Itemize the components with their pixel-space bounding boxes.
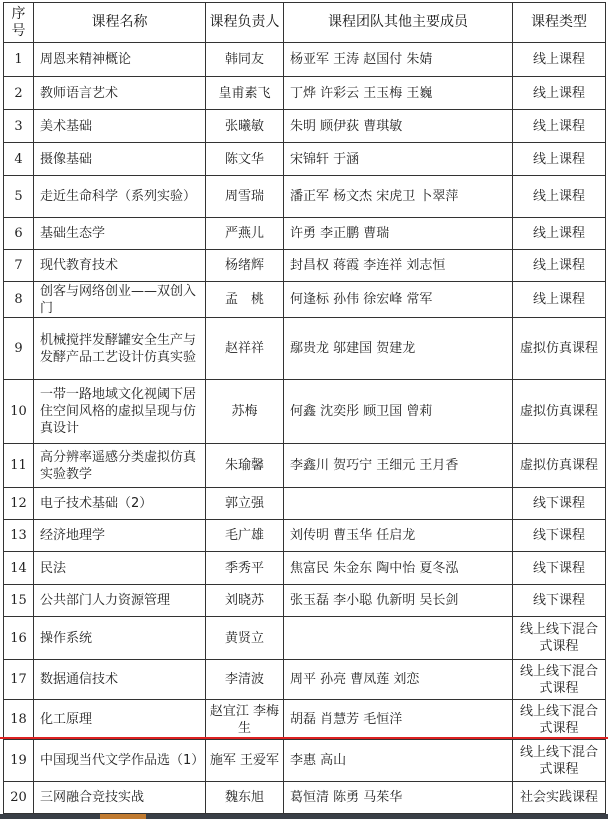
table-row <box>4 552 606 585</box>
table-row <box>4 77 606 110</box>
cell-type: 线上线下混合式课程 <box>513 740 606 782</box>
cell-name: 公共部门人力资源管理 <box>34 585 206 617</box>
cell-leader: 毛广雄 <box>206 520 284 552</box>
cell-team: 宋锦轩 于涵 <box>284 143 513 176</box>
cell-team: 何鑫 沈奕彤 顾卫国 曾莉 <box>284 380 513 444</box>
cell-team: 朱明 顾伊荻 曹琪敏 <box>284 110 513 143</box>
header-team: 课程团队其他主要成员 <box>284 3 513 43</box>
cell-name: 摄像基础 <box>34 143 206 176</box>
cell-name: 中国现当代文学作品选（1） <box>34 740 206 782</box>
cell-team: 潘正军 杨文杰 宋虎卫 卜翠萍 <box>284 176 513 218</box>
cell-name: 基础生态学 <box>34 218 206 250</box>
cell-name: 走近生命科学（系列实验） <box>34 176 206 218</box>
cell-leader: 黄贤立 <box>206 617 284 660</box>
cell-team <box>284 488 513 520</box>
cell-name: 美术基础 <box>34 110 206 143</box>
cell-team: 焦富民 朱金东 陶中怡 夏冬泓 <box>284 552 513 585</box>
taskbar-strip <box>0 814 608 819</box>
cell-team: 丁烨 许彩云 王玉梅 王巍 <box>284 77 513 110</box>
cell-type: 线上线下混合式课程 <box>513 700 606 740</box>
table-row <box>4 143 606 176</box>
table-row <box>4 43 606 77</box>
cell-name: 机械搅拌发酵罐安全生产与发酵产品工艺设计仿真实验 <box>34 318 206 380</box>
cell-type: 线上课程 <box>513 77 606 110</box>
cell-name: 电子技术基础（2） <box>34 488 206 520</box>
cell-team <box>284 617 513 660</box>
cell-seq: 19 <box>4 740 34 782</box>
cell-seq: 9 <box>4 318 34 380</box>
table-row <box>4 318 606 380</box>
cell-type: 线上课程 <box>513 110 606 143</box>
cell-team: 鄢贵龙 邬建国 贺建龙 <box>284 318 513 380</box>
cell-leader: 皇甫素飞 <box>206 77 284 110</box>
cell-seq: 18 <box>4 700 34 740</box>
cell-seq: 10 <box>4 380 34 444</box>
cell-seq: 12 <box>4 488 34 520</box>
cell-seq: 7 <box>4 250 34 282</box>
taskbar-active-item[interactable] <box>100 814 146 819</box>
cell-team: 周平 孙亮 曹凤莲 刘恋 <box>284 660 513 700</box>
cell-leader: 严燕儿 <box>206 218 284 250</box>
cell-name: 三网融合竞技实战 <box>34 782 206 814</box>
cell-type: 线下课程 <box>513 520 606 552</box>
cell-type: 线下课程 <box>513 488 606 520</box>
cell-type: 线上课程 <box>513 143 606 176</box>
table-row <box>4 250 606 282</box>
table-row <box>4 700 606 740</box>
table-row <box>4 282 606 318</box>
cell-team: 何逢标 孙伟 徐宏峰 常军 <box>284 282 513 318</box>
cell-type: 线上课程 <box>513 176 606 218</box>
cell-seq: 5 <box>4 176 34 218</box>
cell-name: 高分辨率遥感分类虚拟仿真实验教学 <box>34 444 206 488</box>
cell-type: 虚拟仿真课程 <box>513 444 606 488</box>
cell-leader: 刘晓苏 <box>206 585 284 617</box>
cell-leader: 施军 王爱军 <box>206 740 284 782</box>
cell-type: 虚拟仿真课程 <box>513 380 606 444</box>
table-row <box>4 520 606 552</box>
cell-seq: 15 <box>4 585 34 617</box>
cell-team: 刘传明 曹玉华 任启龙 <box>284 520 513 552</box>
cell-team: 李惠 高山 <box>284 740 513 782</box>
cell-seq: 20 <box>4 782 34 814</box>
cell-name: 教师语言艺术 <box>34 77 206 110</box>
header-name: 课程名称 <box>34 3 206 43</box>
cell-name: 现代教育技术 <box>34 250 206 282</box>
table-row <box>4 110 606 143</box>
cell-team: 葛恒清 陈勇 马茱华 <box>284 782 513 814</box>
cell-type: 社会实践课程 <box>513 782 606 814</box>
cell-type: 线上课程 <box>513 218 606 250</box>
cell-team: 杨亚军 王涛 赵国付 朱婧 <box>284 43 513 77</box>
table-row <box>4 782 606 814</box>
cell-seq: 4 <box>4 143 34 176</box>
cell-type: 虚拟仿真课程 <box>513 318 606 380</box>
table-row <box>4 218 606 250</box>
cell-seq: 14 <box>4 552 34 585</box>
cell-seq: 11 <box>4 444 34 488</box>
cell-leader: 赵祥祥 <box>206 318 284 380</box>
cell-name: 数据通信技术 <box>34 660 206 700</box>
cell-name: 化工原理 <box>34 700 206 740</box>
cell-leader: 张曦敏 <box>206 110 284 143</box>
cell-type: 线上课程 <box>513 250 606 282</box>
cell-name: 经济地理学 <box>34 520 206 552</box>
cell-type: 线上线下混合式课程 <box>513 660 606 700</box>
cell-team: 封昌权 蒋霞 李连祥 刘志恒 <box>284 250 513 282</box>
cell-leader: 郭立强 <box>206 488 284 520</box>
table-row <box>4 660 606 700</box>
cell-seq: 8 <box>4 282 34 318</box>
cell-leader: 苏梅 <box>206 380 284 444</box>
header-row <box>4 3 606 43</box>
cell-leader: 赵宜江 李梅生 <box>206 700 284 740</box>
course-table <box>3 2 606 814</box>
cell-seq: 16 <box>4 617 34 660</box>
cell-leader: 韩同友 <box>206 43 284 77</box>
cell-seq: 6 <box>4 218 34 250</box>
table-row <box>4 617 606 660</box>
cell-type: 线下课程 <box>513 585 606 617</box>
cell-team: 胡磊 肖慧芳 毛恒洋 <box>284 700 513 740</box>
cell-team: 许勇 李正鹏 曹瑞 <box>284 218 513 250</box>
cell-leader: 季秀平 <box>206 552 284 585</box>
table-row <box>4 740 606 782</box>
table-row <box>4 380 606 444</box>
cell-type: 线上课程 <box>513 43 606 77</box>
header-leader: 课程负责人 <box>206 3 284 43</box>
table-row <box>4 176 606 218</box>
table-row <box>4 444 606 488</box>
cell-name: 创客与网络创业——双创入门 <box>34 282 206 318</box>
cell-team: 张玉磊 李小聪 仇新明 吴长剑 <box>284 585 513 617</box>
cell-seq: 1 <box>4 43 34 77</box>
cell-name: 周恩来精神概论 <box>34 43 206 77</box>
cell-team: 李鑫川 贺巧宁 王细元 王月香 <box>284 444 513 488</box>
cell-leader: 李清波 <box>206 660 284 700</box>
cell-leader: 魏东旭 <box>206 782 284 814</box>
cell-seq: 17 <box>4 660 34 700</box>
cell-type: 线下课程 <box>513 552 606 585</box>
cell-type: 线上线下混合式课程 <box>513 617 606 660</box>
table-row <box>4 488 606 520</box>
red-divider-line <box>0 737 608 739</box>
cell-name: 操作系统 <box>34 617 206 660</box>
cell-leader: 朱瑜馨 <box>206 444 284 488</box>
header-seq: 序号 <box>4 3 34 43</box>
cell-type: 线上课程 <box>513 282 606 318</box>
header-type: 课程类型 <box>513 3 606 43</box>
cell-name: 一带一路地域文化视阈下居住空间风格的虚拟呈现与仿真设计 <box>34 380 206 444</box>
cell-seq: 2 <box>4 77 34 110</box>
cell-leader: 陈文华 <box>206 143 284 176</box>
cell-name: 民法 <box>34 552 206 585</box>
cell-seq: 13 <box>4 520 34 552</box>
table-row <box>4 585 606 617</box>
cell-seq: 3 <box>4 110 34 143</box>
cell-leader: 孟 桃 <box>206 282 284 318</box>
cell-leader: 杨绪辉 <box>206 250 284 282</box>
cell-leader: 周雪瑞 <box>206 176 284 218</box>
